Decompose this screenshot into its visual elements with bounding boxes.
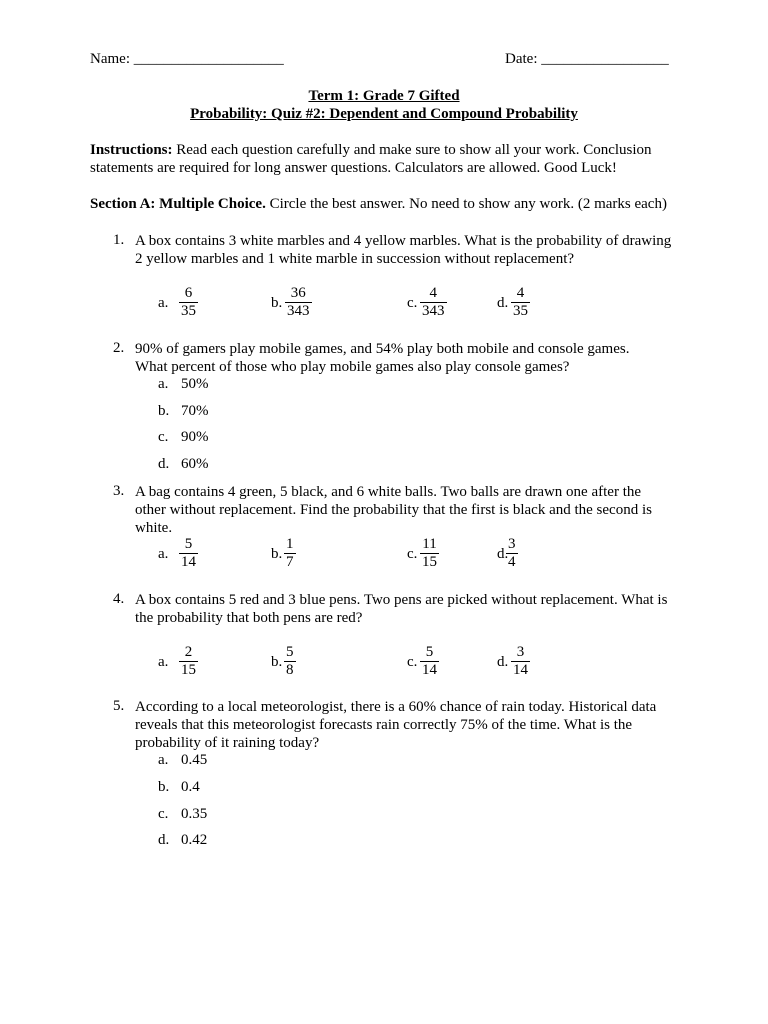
- option-letter[interactable]: b.: [271, 654, 283, 670]
- question-number: 2.: [113, 340, 125, 356]
- option-text[interactable]: 60%: [181, 456, 209, 472]
- option-fraction[interactable]: [511, 285, 530, 320]
- option-fraction[interactable]: [420, 644, 439, 679]
- option-fraction[interactable]: [506, 536, 518, 571]
- question-text: A box contains 5 red and 3 blue pens. Two pens are picked without replacement. What is the probability that both pens are red?: [135, 592, 668, 626]
- option-letter[interactable]: d.: [158, 456, 170, 472]
- name-field-label: Name: ____________________: [90, 51, 284, 67]
- option-fraction[interactable]: [284, 644, 296, 679]
- option-letter[interactable]: c.: [158, 806, 169, 822]
- option-fraction[interactable]: [420, 285, 447, 320]
- option-text[interactable]: 50%: [181, 376, 209, 392]
- question-number: 1.: [113, 232, 125, 248]
- quiz-title-line1: Term 1: Grade 7 Gifted: [308, 88, 460, 104]
- option-fraction[interactable]: [511, 644, 530, 679]
- fraction-numerator: 6: [184, 285, 193, 301]
- option-text[interactable]: 90%: [181, 429, 209, 445]
- fraction-denominator: 35: [181, 303, 196, 319]
- fraction-denominator: 343: [422, 303, 445, 319]
- option-fraction[interactable]: [179, 644, 198, 679]
- option-letter[interactable]: c.: [407, 654, 418, 670]
- question-text: According to a local meteorologist, there is a 60% chance of rain today. Historical data reveals that this meteorologist forecasts rain correctly 75% of the time. What is the probability of it raining today?: [135, 699, 657, 751]
- fraction-numerator: 5: [425, 644, 434, 660]
- option-text[interactable]: 0.42: [181, 832, 208, 848]
- question-text: A box contains 3 white marbles and 4 yellow marbles. What is the probability of drawing 2 yellow marbles and 1 white marble in succession without replacement?: [135, 233, 672, 267]
- fraction-numerator: 1: [286, 536, 294, 552]
- option-letter[interactable]: b.: [158, 403, 170, 419]
- instructions-paragraph: [90, 141, 680, 177]
- option-text[interactable]: 0.45: [181, 752, 208, 768]
- option-letter[interactable]: d.: [497, 546, 509, 562]
- option-letter[interactable]: b.: [158, 779, 170, 795]
- fraction-denominator: 15: [422, 554, 437, 570]
- option-text[interactable]: 0.4: [181, 779, 200, 795]
- instructions-label: Instructions:: [90, 142, 173, 158]
- option-letter[interactable]: c.: [407, 546, 418, 562]
- fraction-denominator: 35: [513, 303, 528, 319]
- fraction-numerator: 3: [508, 536, 516, 552]
- question-text: 90% of gamers play mobile games, and 54% play both mobile and console games. What percent of those who play mobile games also play console games?: [135, 341, 630, 375]
- option-fraction[interactable]: [284, 536, 296, 571]
- option-letter[interactable]: c.: [407, 295, 418, 311]
- section-a-heading: [90, 195, 680, 213]
- fraction-denominator: 14: [181, 554, 196, 570]
- option-letter[interactable]: d.: [497, 654, 509, 670]
- option-letter[interactable]: a.: [158, 376, 169, 392]
- option-letter[interactable]: b.: [271, 546, 283, 562]
- section-a-label: Section A: Multiple Choice.: [90, 196, 266, 212]
- date-field-label: Date: _________________: [505, 51, 669, 67]
- quiz-title-line2: Probability: Quiz #2: Dependent and Compound Probability: [190, 106, 578, 122]
- fraction-numerator: 4: [429, 285, 437, 301]
- fraction-numerator: 5: [286, 644, 294, 660]
- fraction-numerator: 36: [290, 285, 306, 301]
- option-letter[interactable]: a.: [158, 752, 169, 768]
- option-letter[interactable]: c.: [158, 429, 169, 445]
- option-fraction[interactable]: [285, 285, 312, 320]
- option-letter[interactable]: a.: [158, 546, 169, 562]
- option-letter[interactable]: a.: [158, 654, 169, 670]
- fraction-denominator: 14: [513, 662, 528, 678]
- question-text: A bag contains 4 green, 5 black, and 6 white balls. Two balls are drawn one after the other without replacement. Find the probability that the first is black and the second is white.: [135, 484, 652, 536]
- fraction-numerator: 2: [184, 644, 193, 660]
- option-text[interactable]: 70%: [181, 403, 209, 419]
- option-fraction[interactable]: [420, 536, 439, 571]
- section-a-text: Circle the best answer. No need to show any work. (2 marks each): [265, 196, 667, 212]
- fraction-denominator: 4: [508, 554, 516, 570]
- option-letter[interactable]: d.: [497, 295, 509, 311]
- question-number: 4.: [113, 591, 125, 607]
- instructions-text: Read each question carefully and make sure to show all your work. Conclusion statements are required for long answer questions. Calculators are allowed. Good Luck!: [90, 142, 652, 176]
- option-letter[interactable]: d.: [158, 832, 170, 848]
- fraction-numerator: 3: [516, 644, 525, 660]
- question-number: 3.: [113, 483, 125, 499]
- fraction-denominator: 8: [286, 662, 294, 678]
- option-fraction[interactable]: [179, 285, 198, 320]
- fraction-denominator: 14: [422, 662, 437, 678]
- fraction-denominator: 7: [286, 554, 294, 570]
- fraction-denominator: 15: [181, 662, 196, 678]
- question-number: 5.: [113, 698, 125, 714]
- option-letter[interactable]: a.: [158, 295, 169, 311]
- option-letter[interactable]: b.: [271, 295, 283, 311]
- option-fraction[interactable]: [179, 536, 198, 571]
- fraction-numerator: 4: [516, 285, 525, 301]
- fraction-denominator: 343: [287, 303, 310, 319]
- fraction-numerator: 5: [184, 536, 193, 552]
- fraction-numerator: 11: [422, 536, 437, 552]
- option-text[interactable]: 0.35: [181, 806, 208, 822]
